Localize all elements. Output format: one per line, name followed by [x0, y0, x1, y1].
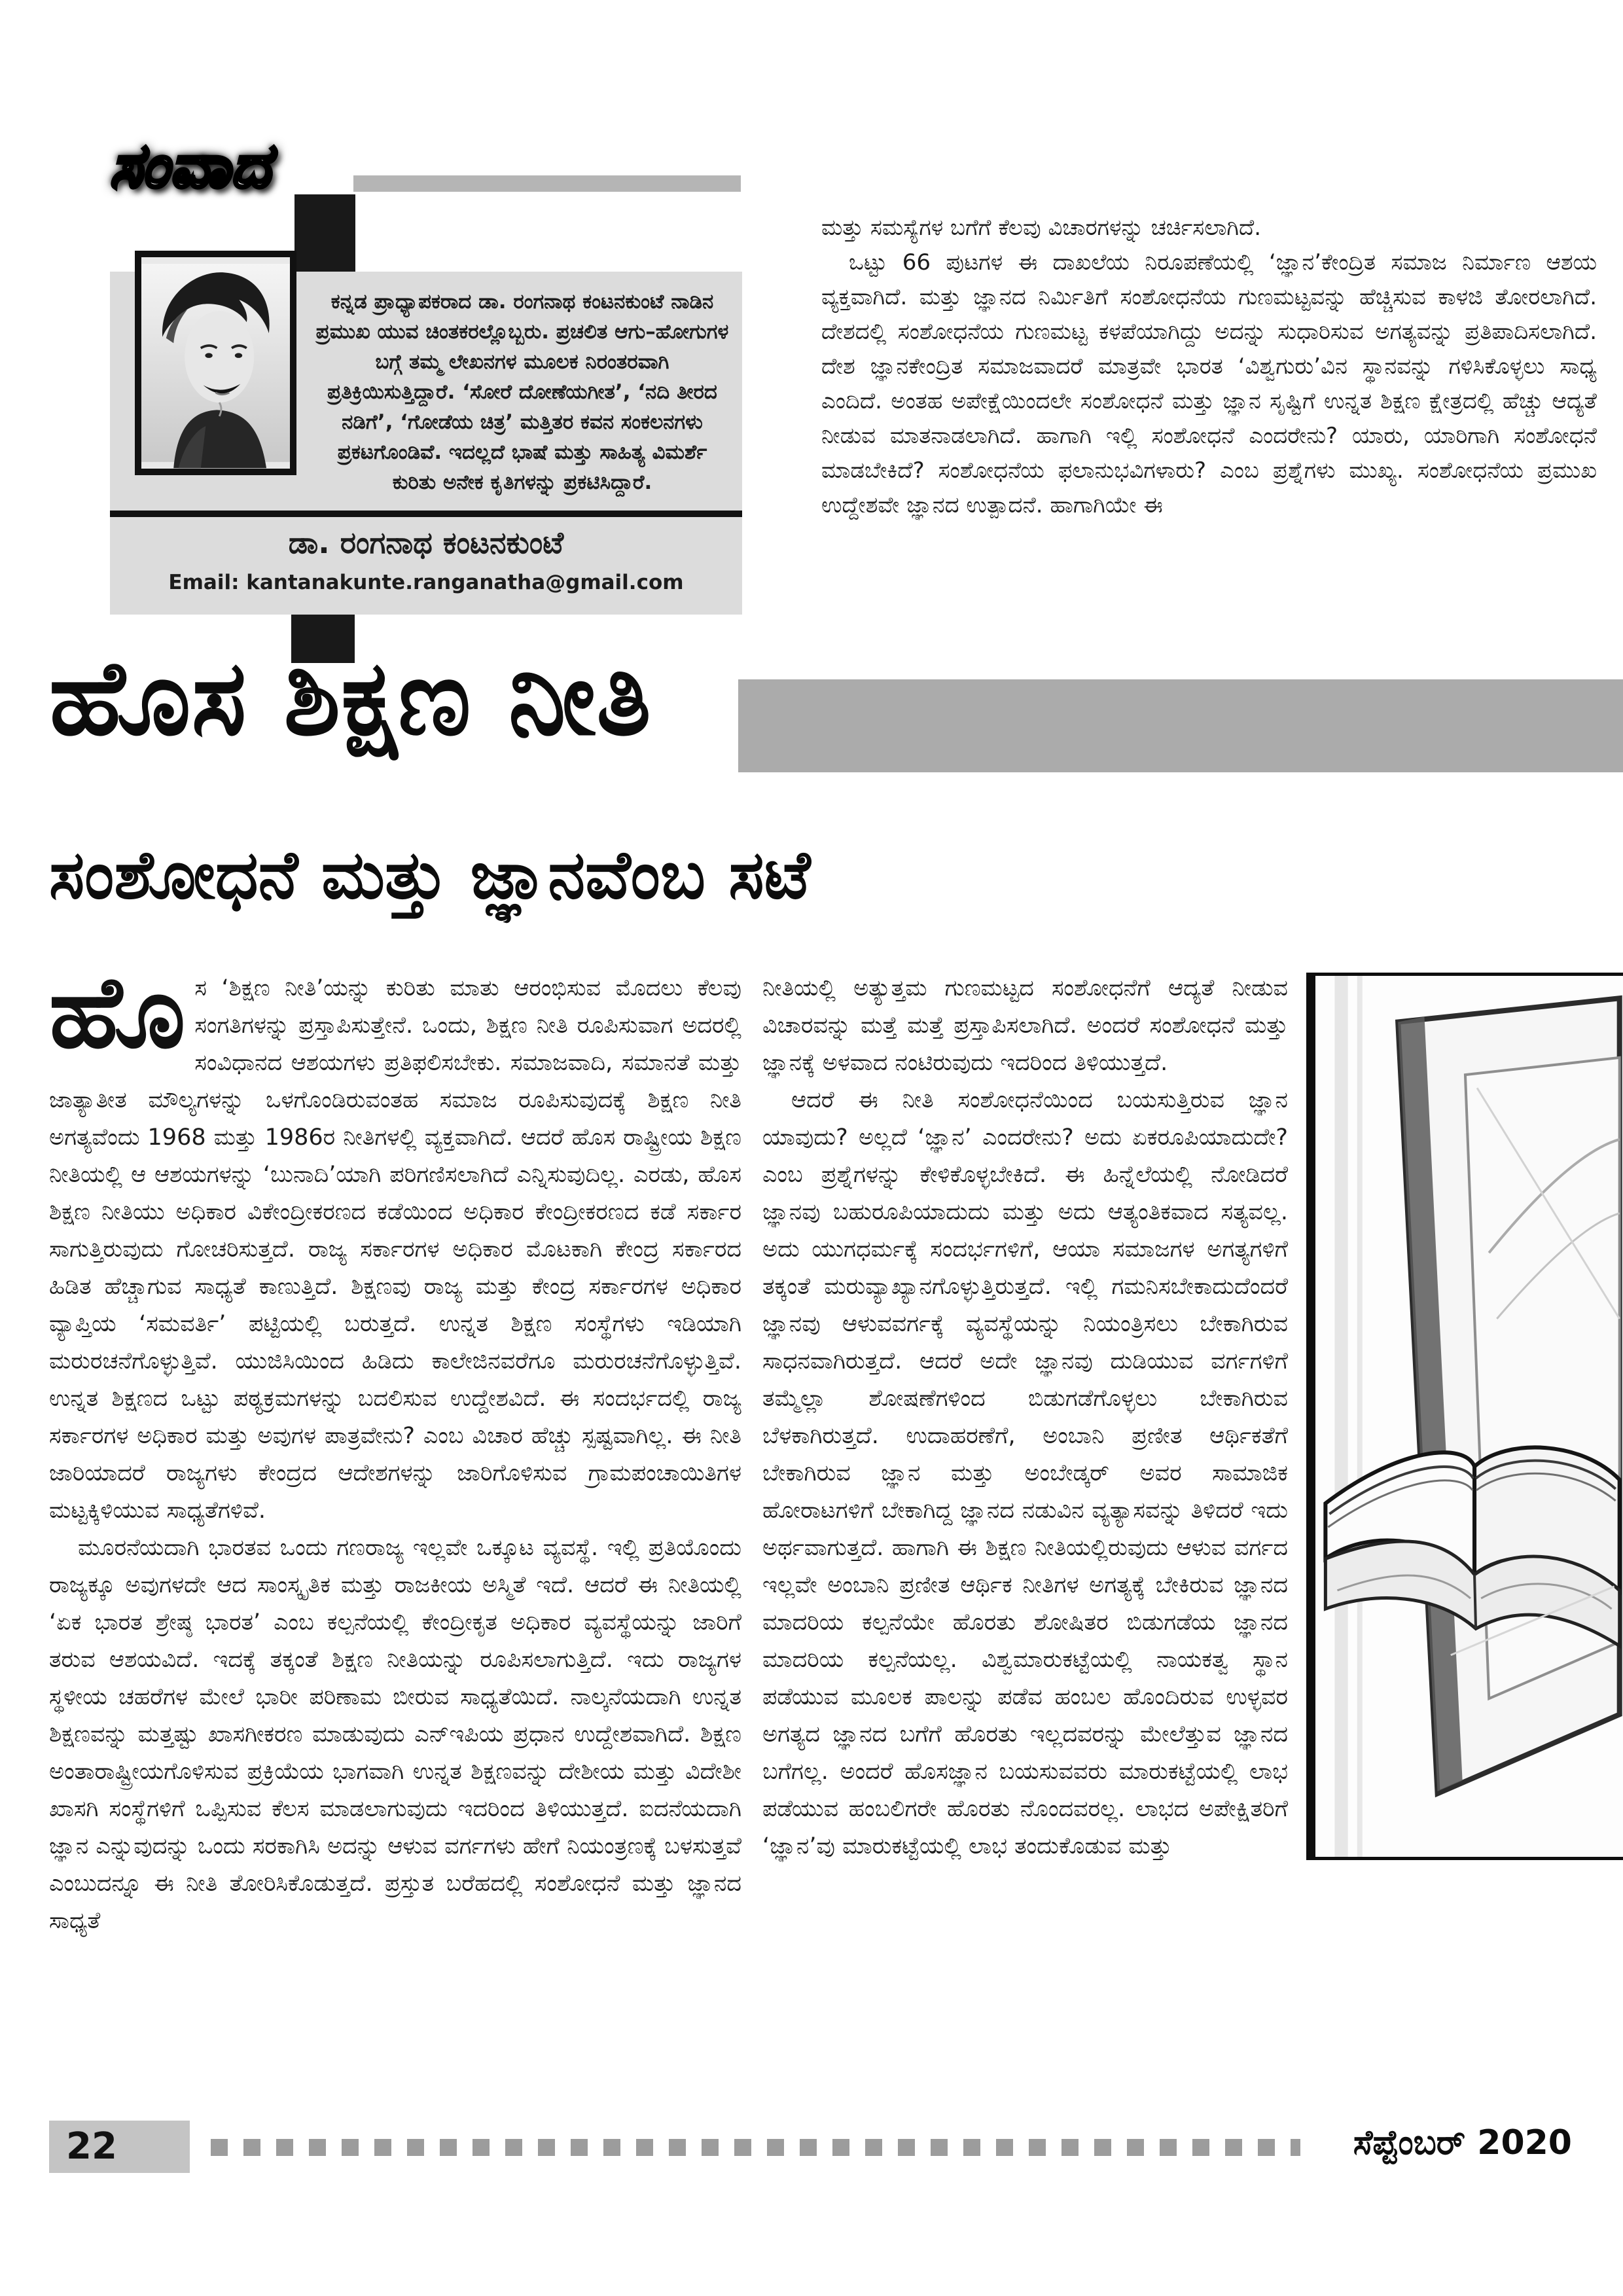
left-paragraph-2: ಮೂರನೆಯದಾಗಿ ಭಾರತವ ಒಂದು ಗಣರಾಜ್ಯ ಇಲ್ಲವೇ ಒಕ್ಕೂಟ ವ್ಯವಸ್ಥೆ. ಇಲ್ಲಿ ಪ್ರತಿಯೊಂದು ರಾಜ್ಯಕ್ಕೂ ಅವುಗಳದೇ ಆದ ಸಾಂಸ್ಕೃತಿಕ ಮತ್ತು ರಾಜಕೀಯ ಅಸ್ಮಿತೆ ಇದೆ. ಆದರೆ ಈ ನೀತಿಯಲ್ಲಿ ‘ಏಕ ಭಾರತ ಶ್ರೇಷ್ಠ ಭಾರತ’ ಎಂಬ ಕಲ್ಪನೆಯಲ್ಲಿ ಕೇಂದ್ರೀಕೃತ ಅಧಿಕಾರ ವ್ಯವಸ್ಥೆಯನ್ನು ಜಾರಿಗೆ ತರುವ ಆಶಯವಿದೆ. ಇದಕ್ಕೆ ತಕ್ಕಂತೆ ಶಿಕ್ಷಣ ನೀತಿಯನ್ನು ರೂಪಿಸಲಾಗುತ್ತಿದೆ. ಇದು ರಾಜ್ಯಗಳ ಸ್ಥಳೀಯ ಚಹರೆಗಳ ಮೇಲೆ ಭಾರೀ ಪರಿಣಾಮ ಬೀರುವ ಸಾಧ್ಯತೆಯಿದೆ. ನಾಲ್ಕನೆಯದಾಗಿ ಉನ್ನತ ಶಿಕ್ಷಣವನ್ನು ಮತ್ತಷ್ಟು ಖಾಸಗೀಕರಣ ಮಾಡುವುದು ಎನ್‌ಇಪಿಯ ಪ್ರಧಾನ ಉದ್ದೇಶವಾಗಿದೆ. ಶಿಕ್ಷಣ ಅಂತಾರಾಷ್ಟ್ರೀಯಗೊಳಿಸುವ ಪ್ರಕ್ರಿಯೆಯ ಭಾಗವಾಗಿ ಉನ್ನತ ಶಿಕ್ಷಣವನ್ನು ದೇಶೀಯ ಮತ್ತು ವಿದೇಶೀ ಖಾಸಗಿ ಸಂಸ್ಥೆಗಳಿಗೆ ಒಪ್ಪಿಸುವ ಕೆಲಸ ಮಾಡಲಾಗುವುದು ಇದರಿಂದ ತಿಳಿಯುತ್ತದೆ. ಐದನೆಯದಾಗಿ ಜ್ಞಾನ ಎನ್ನುವುದನ್ನು ಒಂದು ಸರಕಾಗಿಸಿ ಅದನ್ನು ಆಳುವ ವರ್ಗಗಳು ಹೇಗೆ ನಿಯಂತ್ರಣಕ್ಕೆ ಬಳಸುತ್ತವೆ ಎಂಬುದನ್ನೂ ಈ ನೀತಿ ತೋರಿಸಿಕೊಡುತ್ತದೆ. ಪ್ರಸ್ತುತ ಬರೆಹದಲ್ಲಿ ಸಂಶೋಧನೆ ಮತ್ತು ಜ್ಞಾನದ ಸಾಧ್ಯತೆ	[49, 1535, 741, 1934]
book-illustration	[1306, 973, 1623, 1860]
article-left-column	[49, 970, 741, 2123]
right-paragraph-2: ಆದರೆ ಈ ನೀತಿ ಸಂಶೋಧನೆಯಿಂದ ಬಯಸುತ್ತಿರುವ ಜ್ಞಾನ ಯಾವುದು? ಅಲ್ಲದೆ ‘ಜ್ಞಾನ’ ಎಂದರೇನು? ಅದು ಏಕರೂಪಿಯಾದುದೇ? ಎಂಬ ಪ್ರಶ್ನೆಗಳನ್ನು ಕೇಳಿಕೊಳ್ಳಬೇಕಿದೆ. ಈ ಹಿನ್ನೆಲೆಯಲ್ಲಿ ನೋಡಿದರೆ ಜ್ಞಾನವು ಬಹುರೂಪಿಯಾದುದು ಮತ್ತು ಅದು ಆತ್ಯಂತಿಕವಾದ ಸತ್ಯವಲ್ಲ. ಅದು ಯುಗಧರ್ಮಕ್ಕೆ ಸಂದರ್ಭಗಳಿಗೆ, ಆಯಾ ಸಮಾಜಗಳ ಅಗತ್ಯಗಳಿಗೆ ತಕ್ಕಂತೆ ಮರುವ್ಯಾಖ್ಯಾನಗೊಳ್ಳುತ್ತಿರುತ್ತದೆ. ಇಲ್ಲಿ ಗಮನಿಸಬೇಕಾದುದೆಂದರೆ ಜ್ಞಾನವು ಆಳುವವರ್ಗಕ್ಕೆ ವ್ಯವಸ್ಥೆಯನ್ನು ನಿಯಂತ್ರಿಸಲು ಬೇಕಾಗಿರುವ ಸಾಧನವಾಗಿರುತ್ತದೆ. ಆದರೆ ಅದೇ ಜ್ಞಾನವು ದುಡಿಯುವ ವರ್ಗಗಳಿಗೆ ತಮ್ಮೆಲ್ಲಾ ಶೋಷಣೆಗಳಿಂದ ಬಿಡುಗಡೆಗೊಳ್ಳಲು ಬೇಕಾಗಿರುವ ಬೆಳಕಾಗಿರುತ್ತದೆ. ಉದಾಹರಣೆಗೆ, ಅಂಬಾನಿ ಪ್ರಣೀತ ಆರ್ಥಿಕತೆಗೆ ಬೇಕಾಗಿರುವ ಜ್ಞಾನ ಮತ್ತು ಅಂಬೇಡ್ಕರ್ ಅವರ ಸಾಮಾಜಿಕ ಹೋರಾಟಗಳಿಗೆ ಬೇಕಾಗಿದ್ದ ಜ್ಞಾನದ ನಡುವಿನ ವ್ಯತ್ಯಾಸವನ್ನು ತಿಳಿದರೆ ಇದು ಅರ್ಥವಾಗುತ್ತದೆ. ಹಾಗಾಗಿ ಈ ಶಿಕ್ಷಣ ನೀತಿಯಲ್ಲಿರುವುದು ಆಳುವ ವರ್ಗದ ಇಲ್ಲವೇ ಅಂಬಾನಿ ಪ್ರಣೀತ ಆರ್ಥಿಕ ನೀತಿಗಳ ಅಗತ್ಯಕ್ಕೆ ಬೇಕಿರುವ ಜ್ಞಾನದ ಮಾದರಿಯ ಕಲ್ಪನೆಯೇ ಹೊರತು ಶೋಷಿತರ ಬಿಡುಗಡೆಯ ಜ್ಞಾನದ ಮಾದರಿಯ ಕಲ್ಪನೆಯಲ್ಲ. ವಿಶ್ವಮಾರುಕಟ್ಟೆಯಲ್ಲಿ ನಾಯಕತ್ವ ಸ್ಥಾನ ಪಡೆಯುವ ಮೂಲಕ ಪಾಲನ್ನು ಪಡೆವ ಹಂಬಲ ಹೊಂದಿರುವ ಉಳ್ಳವರ ಅಗತ್ಯದ ಜ್ಞಾನದ ಬಗೆಗೆ ಹೊರತು ಇಲ್ಲದವರನ್ನು ಮೇಲೆತ್ತುವ ಜ್ಞಾನದ ಬಗೆಗಲ್ಲ. ಅಂದರೆ ಹೊಸಜ್ಞಾನ ಬಯಸುವವರು ಮಾರುಕಟ್ಟೆಯಲ್ಲಿ ಲಾಭ ಪಡೆಯುವ ಹಂಬಲಿಗರೇ ಹೊರತು ನೊಂದವರಲ್ಲ. ಲಾಭದ ಅಪೇಕ್ಷಿತರಿಗೆ ‘ಜ್ಞಾನ’ವು ಮಾರುಕಟ್ಟೆಯಲ್ಲಿ ಲಾಭ ತಂದುಕೊಡುವ ಮತ್ತು	[762, 1087, 1288, 1859]
open-book-door-sketch	[1315, 976, 1623, 1857]
headline-gray-bar	[738, 679, 1623, 772]
intro-paragraph-1: ಮತ್ತು ಸಮಸ್ಯೆಗಳ ಬಗೆಗೆ ಕೆಲವು ವಿಚಾರಗಳನ್ನು ಚರ್ಚಿಸಲಾಗಿದೆ.	[821, 215, 1262, 241]
left-paragraph-1	[49, 970, 741, 1530]
author-name: ಡಾ. ರಂಗನಾಥ ಕಂಟನಕುಂಟೆ	[288, 525, 564, 560]
headline-title: ಹೊಸ ಶಿಕ್ಷಣ ನೀತಿ	[49, 638, 652, 759]
intro-paragraph-2: ಒಟ್ಟು 66 ಪುಟಗಳ ಈ ದಾಖಲೆಯ ನಿರೂಪಣೆಯಲ್ಲಿ ‘ಜ್ಞಾನ’ಕೇಂದ್ರಿತ ಸಮಾಜ ನಿರ್ಮಾಣ ಆಶಯ ವ್ಯಕ್ತವಾಗಿದೆ. ಮತ್ತು ಜ್ಞಾನದ ನಿರ್ಮಿತಿಗೆ ಸಂಶೋಧನೆಯ ಗುಣಮಟ್ಟವನ್ನು ಹೆಚ್ಚಿಸುವ ಕಾಳಜಿ ತೋರಲಾಗಿದೆ. ದೇಶದಲ್ಲಿ ಸಂಶೋಧನೆಯ ಗುಣಮಟ್ಟ ಕಳಪೆಯಾಗಿದ್ದು ಅದನ್ನು ಸುಧಾರಿಸುವ ಅಗತ್ಯವನ್ನು ಪ್ರತಿಪಾದಿಸಲಾಗಿದೆ. ದೇಶ ಜ್ಞಾನಕೇಂದ್ರಿತ ಸಮಾಜವಾದರೆ ಮಾತ್ರವೇ ಭಾರತ ‘ವಿಶ್ವಗುರು’ವಿನ ಸ್ಥಾನವನ್ನು ಗಳಿಸಿಕೊಳ್ಳಲು ಸಾಧ್ಯ ಎಂದಿದೆ. ಅಂತಹ ಅಪೇಕ್ಷೆಯಿಂದಲೇ ಸಂಶೋಧನೆ ಮತ್ತು ಜ್ಞಾನ ಸೃಷ್ಟಿಗೆ ಉನ್ನತ ಶಿಕ್ಷಣ ಕ್ಷೇತ್ರದಲ್ಲಿ ಹೆಚ್ಚು ಆದ್ಯತೆ ನೀಡುವ ಮಾತನಾಡಲಾಗಿದೆ. ಹಾಗಾಗಿ ಇಲ್ಲಿ ಸಂಶೋಧನೆ ಎಂದರೇನು? ಯಾರು, ಯಾರಿಗಾಗಿ ಸಂಶೋಧನೆ ಮಾಡಬೇಕಿದೆ? ಸಂಶೋಧನೆಯ ಫಲಾನುಭವಿಗಳಾರು? ಎಂಬ ಪ್ರಶ್ನೆಗಳು ಮುಖ್ಯ. ಸಂಶೋಧನೆಯ ಪ್ರಮುಖ ಉದ್ದೇಶವೇ ಜ್ಞಾನದ ಉತ್ಪಾದನೆ. ಹಾಗಾಗಿಯೇ ಈ	[821, 249, 1597, 518]
masthead-gray-bar	[353, 175, 741, 192]
author-bio: ಕನ್ನಡ ಪ್ರಾಧ್ಯಾಪಕರಾದ ಡಾ. ರಂಗನಾಥ ಕಂಟನಕುಂಟೆ ನಾಡಿನ ಪ್ರಮುಖ ಯುವ ಚಿಂತಕರಲ್ಲೊಬ್ಬರು. ಪ್ರಚಲಿತ ಆಗು–ಹೋಗುಗಳ ಬಗ್ಗೆ ತಮ್ಮ ಲೇಖನಗಳ ಮೂಲಕ ನಿರಂತರವಾಗಿ ಪ್ರತಿಕ್ರಿಯಿಸುತ್ತಿದ್ದಾರೆ. ‘ಸೋರೆ ದೋಣೆಯಗೀತ’, ‘ನದಿ ತೀರದ ನಡಿಗೆ’, ‘ಗೋಡೆಯ ಚಿತ್ರ’ ಮತ್ತಿತರ ಕವನ ಸಂಕಲನಗಳು ಪ್ರಕಟಗೊಂಡಿವೆ. ಇದಲ್ಲದೆ ಭಾಷೆ ಮತ್ತು ಸಾಹಿತ್ಯ ವಿಮರ್ಶೆ ಕುರಿತು ಅನೇಕ ಕೃತಿಗಳನ್ನು ಪ್ರಕಟಿಸಿದ್ದಾರೆ.	[315, 290, 729, 494]
section-logo: ಸಂವಾದ	[110, 131, 272, 201]
left-paragraph-1-text: ಸ ‘ಶಿಕ್ಷಣ ನೀತಿ’ಯನ್ನು ಕುರಿತು ಮಾತು ಆರಂಭಿಸುವ ಮೊದಲು ಕೆಲವು ಸಂಗತಿಗಳನ್ನು ಪ್ರಸ್ತಾಪಿಸುತ್ತೇನೆ. ಒಂದು, ಶಿಕ್ಷಣ ನೀತಿ ರೂಪಿಸುವಾಗ ಅದರಲ್ಲಿ ಸಂವಿಧಾನದ ಆಶಯಗಳು ಪ್ರತಿಫಲಿಸಬೇಕು. ಸಮಾಜವಾದಿ, ಸಮಾನತೆ ಮತ್ತು ಜಾತ್ಯಾತೀತ ಮೌಲ್ಯಗಳನ್ನು ಒಳಗೊಂಡಿರುವಂತಹ ಸಮಾಜ ರೂಪಿಸುವುದಕ್ಕೆ ಶಿಕ್ಷಣ ನೀತಿ ಅಗತ್ಯವೆಂದು 1968 ಮತ್ತು 1986ರ ನೀತಿಗಳಲ್ಲಿ ವ್ಯಕ್ತವಾಗಿದೆ. ಆದರೆ ಹೊಸ ರಾಷ್ಟ್ರೀಯ ಶಿಕ್ಷಣ ನೀತಿಯಲ್ಲಿ ಆ ಆಶಯಗಳನ್ನು ‘ಬುನಾದಿ’ಯಾಗಿ ಪರಿಗಣಿಸಲಾಗಿದೆ ಎನ್ನಿಸುವುದಿಲ್ಲ. ಎರಡು, ಹೊಸ ಶಿಕ್ಷಣ ನೀತಿಯು ಅಧಿಕಾರ ವಿಕೇಂದ್ರೀಕರಣದ ಕಡೆಯಿಂದ ಅಧಿಕಾರ ಕೇಂದ್ರೀಕರಣದ ಕಡೆ ಸರ್ಕಾರ ಸಾಗುತ್ತಿರುವುದು ಗೋಚರಿಸುತ್ತದೆ. ರಾಜ್ಯ ಸರ್ಕಾರಗಳ ಅಧಿಕಾರ ಮೊಟಕಾಗಿ ಕೇಂದ್ರ ಸರ್ಕಾರದ ಹಿಡಿತ ಹೆಚ್ಚಾಗುವ ಸಾಧ್ಯತೆ ಕಾಣುತ್ತಿದೆ. ಶಿಕ್ಷಣವು ರಾಜ್ಯ ಮತ್ತು ಕೇಂದ್ರ ಸರ್ಕಾರಗಳ ಅಧಿಕಾರ ವ್ಯಾಪ್ತಿಯ ‘ಸಮವರ್ತಿ’ ಪಟ್ಟಿಯಲ್ಲಿ ಬರುತ್ತದೆ. ಉನ್ನತ ಶಿಕ್ಷಣ ಸಂಸ್ಥೆಗಳು ಇಡಿಯಾಗಿ ಮರುರಚನೆಗೊಳ್ಳುತ್ತಿವೆ. ಯುಜಿಸಿಯಿಂದ ಹಿಡಿದು ಕಾಲೇಜಿನವರೆಗೂ ಮರುರಚನೆಗೊಳ್ಳುತ್ತಿವೆ. ಉನ್ನತ ಶಿಕ್ಷಣದ ಒಟ್ಟು ಪಠ್ಯಕ್ರಮಗಳನ್ನು ಬದಲಿಸುವ ಉದ್ದೇಶವಿದೆ. ಈ ಸಂದರ್ಭದಲ್ಲಿ ರಾಜ್ಯ ಸರ್ಕಾರಗಳ ಅಧಿಕಾರ ಮತ್ತು ಅವುಗಳ ಪಾತ್ರವೇನು? ಎಂಬ ವಿಚಾರ ಹೆಚ್ಚು ಸ್ಪಷ್ಟವಾಗಿಲ್ಲ. ಈ ನೀತಿ ಜಾರಿಯಾದರೆ ರಾಜ್ಯಗಳು ಕೇಂದ್ರದ ಆದೇಶಗಳನ್ನು ಜಾರಿಗೊಳಿಸುವ ಗ್ರಾಮಪಂಚಾಯಿತಿಗಳ ಮಟ್ಟಕ್ಕಿಳಿಯುವ ಸಾಧ್ಯತೆಗಳಿವೆ.	[49, 975, 741, 1524]
author-portrait-illustration	[141, 257, 290, 469]
author-photo	[135, 251, 296, 475]
drop-cap: ಹೊ	[49, 970, 186, 1070]
author-divider-rule	[110, 511, 742, 517]
headline-subtitle: ಸಂಶೋಧನೆ ಮತ್ತು ಜ್ಞಾನವೆಂಬ ಸಟೆ	[49, 836, 811, 914]
article-right-column	[762, 970, 1623, 2123]
footer-issue-date: ಸೆಪ್ಟೆಂಬರ್ 2020	[1353, 2123, 1572, 2162]
author-email: Email: kantanakunte.ranganatha@gmail.com	[168, 571, 684, 594]
footer-page-number: 22	[49, 2121, 190, 2173]
right-paragraph-1: ನೀತಿಯಲ್ಲಿ ಅತ್ಯುತ್ತಮ ಗುಣಮಟ್ಟದ ಸಂಶೋಧನೆಗೆ ಆದ್ಯತೆ ನೀಡುವ ವಿಚಾರವನ್ನು ಮತ್ತೆ ಮತ್ತೆ ಪ್ರಸ್ತಾಪಿಸಲಾಗಿದೆ. ಅಂದರೆ ಸಂಶೋಧನೆ ಮತ್ತು ಜ್ಞಾನಕ್ಕೆ ಅಳವಾದ ನಂಟಿರುವುದು ಇದರಿಂದ ತಿಳಿಯುತ್ತದೆ.	[762, 975, 1288, 1076]
intro-column	[821, 211, 1597, 603]
footer-dotted-rule	[211, 2139, 1300, 2156]
